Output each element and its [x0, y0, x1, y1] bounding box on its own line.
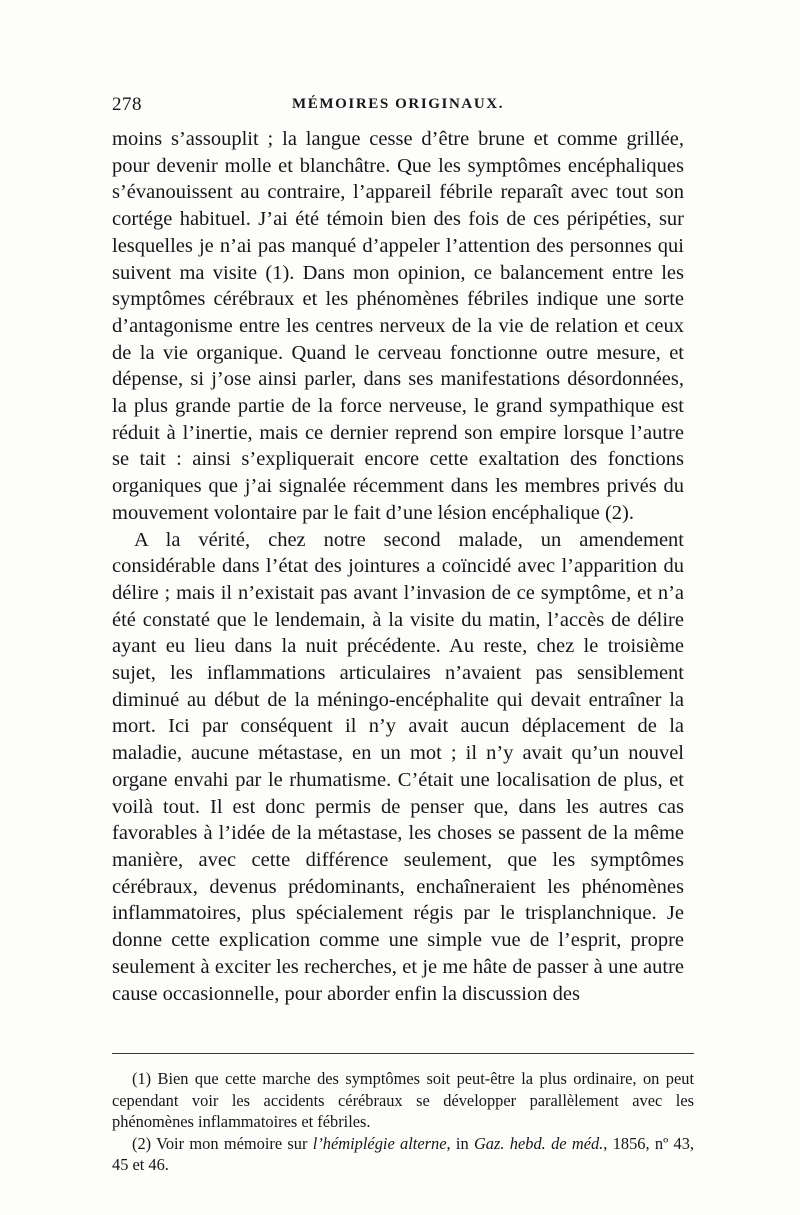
body-text	[112, 126, 684, 1007]
paragraph-2: A la vérité, chez notre second malade, un amendement considérable dans l’état des jointures a coïncidé avec l’apparition du délire ; mais il n’existait pas avant l’invasion de ce symptôme, et n’a été constaté que le lendemain, à la visite du matin, l’accès de délire ayant eu lieu dans la nuit précédente. Au reste, chez le troisième sujet, les inflammations articulaires n’avaient pas sensiblement diminué au début de la méningo-encéphalite qui devait entraîner la mort. Ici par conséquent il n’y avait aucun déplacement de la maladie, aucune métastase, en un mot ; il n’y avait qu’un nouvel organe envahi par le rhumatisme. C’était une localisation de plus, et voilà tout. Il est donc permis de penser que, dans les autres cas favorables à l’idée de la métastase, les choses se passent de la même manière, avec cette différence seulement, que les symptômes cérébraux, devenus prédominants, enchaîneraient les phénomènes inflammatoires, plus spécialement régis par le trisplanchnique. Je donne cette explication comme une simple vue de l’esprit, propre seulement à exciter les recherches, et je me hâte de passer à une autre cause occasionnelle, pour aborder enfin la discussion des	[112, 528, 684, 1005]
footnote-2-journal: Gaz. hebd. de méd.	[473, 1133, 604, 1153]
footnote-2-title: l’hémiplégie alterne	[312, 1133, 447, 1153]
footnote-2-suffix: , 1856, nº 43, 45 et 46.	[112, 1133, 694, 1175]
paragraph-1: moins s’assouplit ; la langue cesse d’être brune et comme grillée, pour devenir molle et blanchâtre. Que les symptômes encéphaliques s’évanouissent au contraire, l’appareil fébrile reparaît avec tout son cortége habituel. J’ai été témoin bien des fois de ces péripéties, sur lesquelles je n’ai pas manqué d’appeler l’attention des personnes qui suivent ma visite (1). Dans mon opinion, ce balancement entre les symptômes cérébraux et les phénomènes fébriles indique une sorte d’antagonisme entre les centres nerveux de la vie de relation et ceux de la vie organique. Quand le cerveau fonctionne outre mesure, et dépense, si j’ose ainsi parler, dans ses manifestations désordonnées, la plus grande partie de la force nerveuse, le grand sympathique est réduit à l’inertie, mais ce dernier reprend son empire lorsque l’autre se tait : ainsi s’expliquerait encore cette exaltation des fonctions organiques que j’ai signalée récemment dans les membres privés du mouvement volontaire par le fait d’une lésion encéphalique (2).	[112, 128, 684, 524]
footnote-rule	[112, 1053, 694, 1054]
footnote-2-mid: , in	[446, 1133, 474, 1153]
footnotes	[112, 1068, 694, 1176]
footnote-2	[112, 1133, 694, 1176]
running-title: MÉMOIRES ORIGINAUX.	[292, 96, 505, 112]
footnote-1: (1) Bien que cette marche des symptômes soit peut-être la plus ordinaire, on peut cependant voir les accidents cérébraux se développer parallèlement avec les phénomènes inflammatoires et fébriles.	[112, 1069, 694, 1132]
page-number: 278	[112, 94, 142, 115]
footnote-2-prefix: (2) Voir mon mémoire sur	[132, 1133, 313, 1153]
running-head	[112, 94, 694, 124]
